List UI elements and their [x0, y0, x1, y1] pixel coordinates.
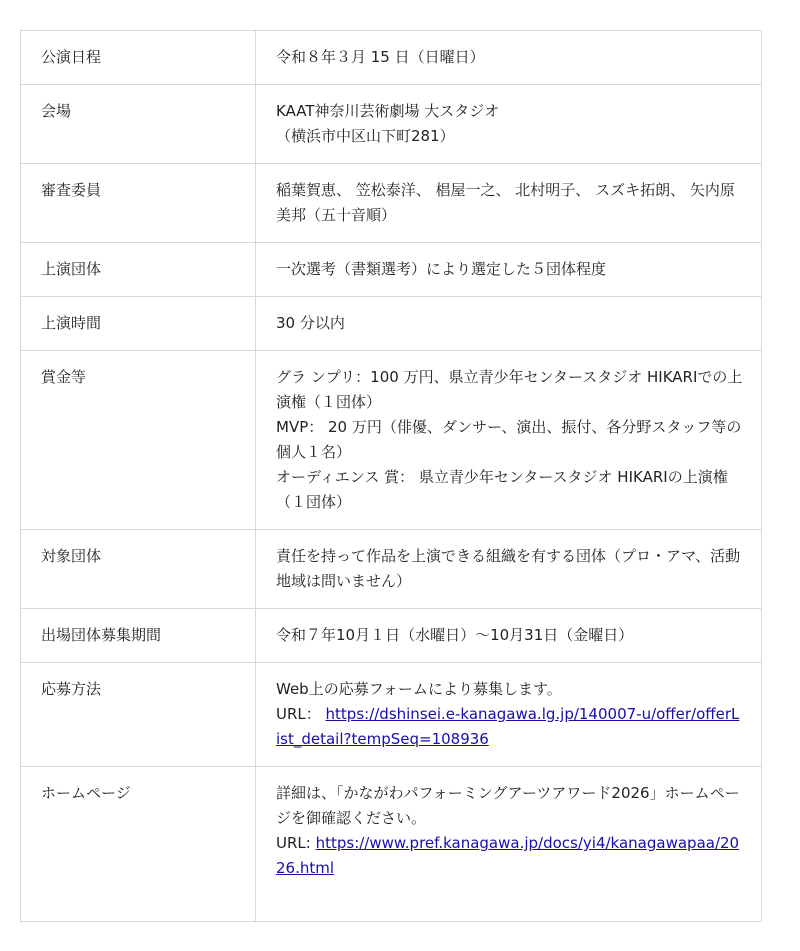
value-text: KAAT神奈川芸術劇場 大スタジオ — [276, 102, 500, 120]
row-label: 応募方法 — [21, 663, 256, 767]
value-text: 稲葉賀恵、 笠松泰洋、 椙屋一之、 北村明子、 スズキ拓朗、 矢内原美邦（五十音順） — [276, 181, 735, 224]
application-form-link[interactable]: https://dshinsei.e-kanagawa.lg.jp/140007-u/offer/offerList_detail?tempSeq=108936 — [276, 705, 740, 748]
url-prefix: URL: — [276, 834, 316, 852]
row-label: 出場団体募集期間 — [21, 609, 256, 663]
event-info-table — [20, 30, 762, 922]
row-recruitment-period — [21, 609, 762, 663]
row-value — [256, 297, 762, 351]
row-application-method — [21, 663, 762, 767]
row-label: 会場 — [21, 85, 256, 164]
row-value — [256, 85, 762, 164]
value-text: オーディエンス 賞： 県立青少年センタースタジオ HIKARIの上演権（１団体） — [276, 468, 728, 511]
row-schedule — [21, 31, 762, 85]
value-text: MVP： 20 万円（俳優、ダンサー、演出、振付、各分野スタッフ等の個人１名） — [276, 418, 742, 461]
row-homepage — [21, 767, 762, 922]
row-duration — [21, 297, 762, 351]
url-prefix: URL： — [276, 705, 326, 723]
row-value — [256, 767, 762, 922]
value-text: 令和８年３月 15 日（日曜日） — [276, 48, 485, 66]
row-eligible-groups — [21, 530, 762, 609]
row-label: 公演日程 — [21, 31, 256, 85]
value-text: 30 分以内 — [276, 314, 345, 332]
row-label: 上演時間 — [21, 297, 256, 351]
row-value — [256, 164, 762, 243]
homepage-link[interactable]: https://www.pref.kanagawa.jp/docs/yi4/kanagawapaa/2026.html — [276, 834, 740, 877]
value-text: 詳細は、「かながわパフォーミングアーツアワード2026」ホームページを御確認ください。 — [276, 784, 740, 827]
value-text: グラ ンプリ：100 万円、県立青少年センタースタジオ HIKARIでの上演権（１団体） — [276, 368, 743, 411]
value-text: 令和７年10月１日（水曜日）～10月31日（金曜日） — [276, 626, 634, 644]
row-value — [256, 243, 762, 297]
value-text: 責任を持って作品を上演できる組織を有する団体（プロ・アマ、活動地域は問いません） — [276, 547, 741, 590]
row-value — [256, 609, 762, 663]
row-value — [256, 663, 762, 767]
row-label: 賞金等 — [21, 351, 256, 530]
row-label: ホームページ — [21, 767, 256, 922]
row-performing-groups — [21, 243, 762, 297]
row-label: 対象団体 — [21, 530, 256, 609]
row-value — [256, 351, 762, 530]
value-text: Web上の応募フォームにより募集します。 — [276, 680, 562, 698]
value-text: 一次選考（書類選考）により選定した５団体程度 — [276, 260, 607, 278]
value-text: （横浜市中区山下町281） — [276, 127, 455, 145]
row-label: 上演団体 — [21, 243, 256, 297]
row-judges — [21, 164, 762, 243]
row-value — [256, 530, 762, 609]
row-venue — [21, 85, 762, 164]
row-prizes — [21, 351, 762, 530]
row-label: 審査委員 — [21, 164, 256, 243]
row-value — [256, 31, 762, 85]
